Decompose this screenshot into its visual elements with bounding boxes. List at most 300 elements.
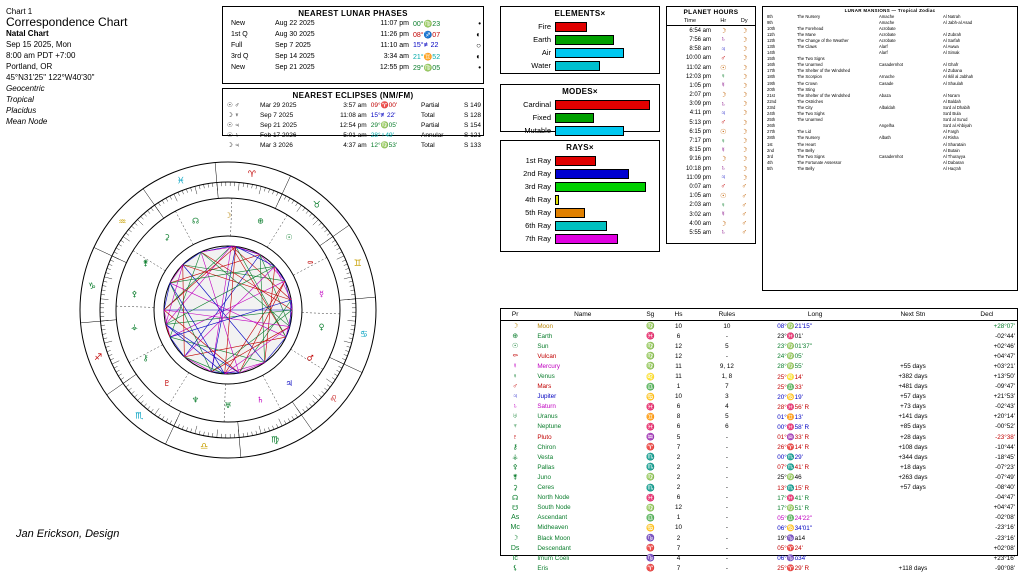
hour-time: 4:11 pm: [667, 109, 713, 118]
bar-row: [501, 219, 659, 232]
column-header: Decl: [957, 309, 1017, 321]
day-ruler-glyph: ☽: [734, 136, 755, 145]
mansion-arabic: Al Risha: [941, 135, 975, 141]
phase-time: 11:07 pm: [347, 18, 411, 29]
rules-houses: -: [693, 533, 762, 543]
mansion-number: 3rd: [763, 153, 795, 159]
close-icon[interactable]: ×: [589, 143, 594, 152]
declination: +20°14': [957, 412, 1017, 422]
svg-text:⚰: ⚰: [307, 259, 314, 268]
mansion-arabic: Al Na'am: [941, 92, 975, 98]
mansion-arabic: Al Zubana: [941, 68, 975, 74]
table-row: [667, 182, 755, 191]
sign-glyph: ♎: [636, 513, 664, 523]
bar-label: 1st Ray: [505, 156, 555, 165]
bar-row: [501, 33, 659, 46]
house-number: 10: [664, 321, 692, 332]
house-number: 11: [664, 371, 692, 381]
mansion-direction: Abaza: [877, 92, 941, 98]
bar-label: Fixed: [505, 113, 555, 122]
next-station: +108 days: [869, 442, 957, 452]
table-row: [667, 219, 755, 228]
mansion-arabic: Al Iklil al Jabhah: [941, 74, 975, 80]
table-header-row: [667, 16, 755, 26]
eclipse-saros: S 133: [462, 140, 483, 150]
declination: -00°52': [957, 422, 1017, 432]
mansion-arabic: Sa'd al Dhabih: [941, 104, 975, 110]
mansion-arabic: Al Baldah: [941, 98, 975, 104]
eclipse-saros: S 121: [462, 130, 483, 140]
table-row[interactable]: [501, 452, 1017, 462]
declination: -08°40': [957, 483, 1017, 493]
day-ruler-glyph: ♂: [734, 210, 755, 219]
day-ruler-glyph: ♂: [734, 192, 755, 201]
svg-text:♅: ♅: [224, 401, 231, 410]
bar-label: 7th Ray: [505, 234, 555, 243]
table-row[interactable]: [501, 361, 1017, 371]
elements-bar-chart: [501, 20, 659, 72]
hour-time: 9:16 pm: [667, 155, 713, 164]
declination: -23°16': [957, 523, 1017, 533]
longitude: 07°♏41' R: [761, 462, 869, 472]
house-number: 1: [664, 382, 692, 392]
table-row: [667, 35, 755, 44]
sign-glyph: ♍: [636, 361, 664, 371]
next-station: [869, 331, 957, 341]
table-row[interactable]: [501, 472, 1017, 482]
table-row: [667, 100, 755, 109]
day-ruler-glyph: ☽: [734, 164, 755, 173]
house-number: 2: [664, 462, 692, 472]
house-number: 12: [664, 351, 692, 361]
mansion-number: 9th: [763, 19, 795, 25]
sign-glyph: ♍: [636, 472, 664, 482]
house-number: 12: [664, 341, 692, 351]
planet-glyph: ☉: [501, 341, 529, 351]
svg-text:⚷: ⚷: [143, 354, 149, 363]
phase-name: Full: [223, 40, 273, 51]
planet-name: Uranus: [529, 412, 636, 422]
rules-houses: 5: [693, 412, 762, 422]
bar-label: 6th Ray: [505, 221, 555, 230]
table-row[interactable]: [501, 382, 1017, 392]
mansion-arabic: Al Butain: [941, 147, 975, 153]
chart-number: Chart 1: [6, 6, 216, 17]
declination: -02°43': [957, 402, 1017, 412]
day-ruler-glyph: ☽: [734, 109, 755, 118]
svg-text:☉: ☉: [285, 233, 292, 242]
close-icon[interactable]: ×: [593, 87, 598, 96]
day-ruler-glyph: ☽: [734, 118, 755, 127]
planet-glyph: ♇: [501, 432, 529, 442]
eclipse-date: Sep 21 2025: [258, 120, 320, 130]
rules-houses: 4: [693, 402, 762, 412]
hour-ruler-glyph: ♀: [713, 72, 734, 81]
declination: -18°45': [957, 452, 1017, 462]
mansion-arabic: Al Sarfah: [941, 37, 975, 43]
table-row[interactable]: [501, 462, 1017, 472]
table-row[interactable]: [501, 483, 1017, 493]
bar-row: [501, 154, 659, 167]
hour-ruler-glyph: ☉: [713, 127, 734, 136]
eclipse-time: 4:37 am: [320, 140, 369, 150]
planet-name: Jupiter: [529, 392, 636, 402]
phase-name: New: [223, 62, 273, 73]
bar: [555, 113, 594, 123]
declination: -90°08': [957, 563, 1017, 573]
rules-houses: -: [693, 442, 762, 452]
mansion-name: The Fortunate Assessor: [795, 159, 877, 165]
hour-time: 2:03 am: [667, 201, 713, 210]
table-row: [667, 201, 755, 210]
eclipse-date: Sep 7 2025: [258, 110, 320, 120]
rays-bar-chart: [501, 154, 659, 245]
longitude: 06°♋34'01": [761, 523, 869, 533]
hour-time: 5:55 am: [667, 228, 713, 237]
table-row[interactable]: [501, 503, 1017, 513]
mansion-name: The Forehead: [795, 25, 877, 31]
mansion-number: 10th: [763, 25, 795, 31]
hour-time: 2:07 pm: [667, 91, 713, 100]
phase-date: Aug 22 2025: [273, 18, 347, 29]
table-row[interactable]: [501, 392, 1017, 402]
eclipse-position: 15°≢22': [369, 110, 419, 120]
table-row[interactable]: [501, 371, 1017, 381]
planet-glyph: ♅: [501, 412, 529, 422]
table-row[interactable]: [501, 543, 1017, 553]
day-ruler-glyph: ☽: [734, 26, 755, 36]
house-number: 1: [664, 513, 692, 523]
planet-name: Vesta: [529, 452, 636, 462]
planet-hours-title: PLANET HOURS: [667, 7, 755, 16]
house-number: 8: [664, 412, 692, 422]
bar-row: [501, 206, 659, 219]
table-row: [667, 109, 755, 118]
planet-glyph: ⚸: [501, 563, 529, 573]
sign-glyph: ♋: [636, 392, 664, 402]
phase-glyph: ◐: [467, 51, 483, 62]
mansion-arabic: Al Simak: [941, 50, 975, 56]
chart-system-tropical: Tropical: [6, 94, 216, 105]
svg-text:♀: ♀: [319, 322, 325, 331]
hour-ruler-glyph: ♂: [713, 54, 734, 63]
day-ruler-glyph: ☽: [734, 155, 755, 164]
planet-glyph: ⚷: [501, 442, 529, 452]
planet-glyph: ⚳: [501, 483, 529, 493]
column-header: Hr: [713, 16, 734, 26]
eclipse-glyph: ☽ ♃: [223, 140, 258, 150]
mansion-arabic: Al Dabaran: [941, 159, 975, 165]
longitude: 23°♓01': [761, 331, 869, 341]
mansion-name: The Nursery: [795, 13, 877, 19]
bar: [555, 221, 607, 231]
mansion-direction: Casadernhot: [877, 62, 941, 68]
table-row: [667, 164, 755, 173]
table-row: [223, 62, 483, 73]
mansion-direction: Amache: [877, 13, 941, 19]
planet-name: Black Moon: [529, 533, 636, 543]
planet-glyph: ♂: [501, 382, 529, 392]
eclipse-date: Mar 3 2026: [258, 140, 320, 150]
house-number: 7: [664, 563, 692, 573]
declination: -23°16': [957, 533, 1017, 543]
bar: [555, 182, 646, 192]
modes-title-text: MODES: [562, 87, 593, 96]
phase-name: New: [223, 18, 273, 29]
bar-row: [501, 180, 659, 193]
declination: +23°16': [957, 553, 1017, 563]
planet-name: South Node: [529, 503, 636, 513]
mansion-name: The Belly: [795, 165, 877, 171]
hour-ruler-glyph: ☿: [713, 146, 734, 155]
hour-time: 1:05 pm: [667, 81, 713, 90]
longitude: 06°♑o34': [761, 553, 869, 563]
close-icon[interactable]: ×: [600, 9, 605, 18]
next-station: [869, 523, 957, 533]
longitude: 25°♎33': [761, 382, 869, 392]
day-ruler-glyph: ☽: [734, 54, 755, 63]
chart-date: Sep 15 2025, Mon: [6, 39, 216, 50]
hour-ruler-glyph: ♄: [713, 228, 734, 237]
nearest-lunar-phases-panel: [222, 6, 484, 84]
phase-position: 00°♍23: [411, 18, 467, 29]
mansion-name: The Claws: [795, 43, 877, 49]
next-station: +263 days: [869, 472, 957, 482]
mansion-number: 16th: [763, 62, 795, 68]
phase-glyph: ○: [467, 40, 483, 51]
hour-ruler-glyph: ☽: [713, 26, 734, 36]
house-number: 10: [664, 523, 692, 533]
sign-glyph: ♏: [636, 462, 664, 472]
column-header: Name: [529, 309, 636, 321]
declination: -10°44': [957, 442, 1017, 452]
mansion-name: The Scorpion: [795, 74, 877, 80]
mansion-arabic: Al Natrah: [941, 13, 975, 19]
house-number: 12: [664, 503, 692, 513]
eclipse-position: 28°♀49': [369, 130, 419, 140]
planet-glyph: Ic: [501, 553, 529, 563]
bar-label: Mutable: [505, 126, 555, 135]
planet-glyph: ♀: [501, 371, 529, 381]
table-row[interactable]: [501, 402, 1017, 412]
table-row: [667, 118, 755, 127]
chart-subtitle: Natal Chart: [6, 28, 216, 39]
eclipses-title: NEAREST ECLIPSES (NM/FM): [223, 89, 483, 100]
bar-label: 5th Ray: [505, 208, 555, 217]
chart-wheel-svg: [78, 160, 378, 460]
hour-time: 7:17 pm: [667, 136, 713, 145]
next-station: [869, 513, 957, 523]
mansion-number: 4th: [763, 159, 795, 165]
table-row[interactable]: [501, 533, 1017, 543]
page-title: Correspondence Chart: [6, 17, 216, 28]
svg-text:♄: ♄: [257, 395, 264, 404]
svg-text:♓: ♓: [177, 176, 185, 186]
eclipse-glyph: ☽ ♆: [223, 110, 258, 120]
hour-ruler-glyph: ♄: [713, 35, 734, 44]
eclipse-time: 5:01 am: [320, 130, 369, 140]
next-station: +141 days: [869, 412, 957, 422]
sign-glyph: ♑: [636, 553, 664, 563]
longitude: 05°♈24': [761, 543, 869, 553]
mansion-name: The Heart: [795, 141, 877, 147]
eclipse-kind: Partial: [419, 100, 462, 110]
house-number: 2: [664, 472, 692, 482]
rules-houses: -: [693, 563, 762, 573]
sign-glyph: ♍: [636, 351, 664, 361]
eclipse-position: 12°♍53': [369, 140, 419, 150]
sign-glyph: ♎: [636, 382, 664, 392]
planet-name: Sun: [529, 341, 636, 351]
mansion-number: 8th: [763, 13, 795, 19]
planet-name: Moon: [529, 321, 636, 332]
day-ruler-glyph: ♂: [734, 228, 755, 237]
planet-glyph: ⊕: [501, 331, 529, 341]
declination: +02°46': [957, 341, 1017, 351]
rules-houses: 5: [693, 341, 762, 351]
mansion-number: 26th: [763, 123, 795, 129]
eclipse-glyph: ☉ ♂: [223, 100, 258, 110]
mansion-name: The Unarmed: [795, 62, 877, 68]
planet-glyph: ⚶: [501, 452, 529, 462]
table-row[interactable]: [501, 432, 1017, 442]
bar-row: [501, 124, 659, 137]
table-row[interactable]: [501, 412, 1017, 422]
longitude: 17°♍51' R: [761, 503, 869, 513]
mansion-number: 19th: [763, 80, 795, 86]
longitude: 00°♓58' R: [761, 422, 869, 432]
house-number: 11: [664, 361, 692, 371]
table-row[interactable]: [501, 493, 1017, 503]
svg-text:♊: ♊: [354, 259, 362, 269]
svg-text:♐: ♐: [94, 353, 102, 363]
rules-houses: -: [693, 553, 762, 563]
rules-houses: -: [693, 493, 762, 503]
chart-coords: 45°N31'25" 122°W40'30": [6, 72, 216, 83]
chart-system-placidus: Placidus: [6, 105, 216, 116]
next-station: +73 days: [869, 402, 957, 412]
hour-ruler-glyph: ♃: [713, 173, 734, 182]
rules-houses: 9, 12: [693, 361, 762, 371]
next-station: [869, 493, 957, 503]
table-row[interactable]: [501, 523, 1017, 533]
table-row[interactable]: [501, 321, 1017, 332]
planet-positions-panel: [500, 308, 1018, 556]
svg-text:♉: ♉: [313, 200, 321, 210]
planet-glyph: ♆: [501, 422, 529, 432]
eclipse-kind: Annular: [419, 130, 462, 140]
bar: [555, 48, 624, 58]
column-header: Sg: [636, 309, 664, 321]
next-station: +55 days: [869, 361, 957, 371]
mansion-arabic: Al Sharatain: [941, 141, 975, 147]
day-ruler-glyph: ☽: [734, 127, 755, 136]
table-row: [667, 72, 755, 81]
svg-text:♇: ♇: [163, 379, 170, 388]
planet-hours-panel: [666, 6, 756, 244]
eclipse-position: 29°♍05': [369, 120, 419, 130]
table-row: [667, 136, 755, 145]
next-station: +18 days: [869, 462, 957, 472]
longitude: 23°♍01'37": [761, 341, 869, 351]
next-station: +344 days: [869, 452, 957, 462]
declination: +04°47': [957, 503, 1017, 513]
next-station: +57 days: [869, 483, 957, 493]
bar-label: Water: [505, 61, 555, 70]
table-row[interactable]: [501, 563, 1017, 573]
longitude: 24°♍05': [761, 351, 869, 361]
column-header: Rules: [693, 309, 762, 321]
rules-houses: -: [693, 452, 762, 462]
rules-houses: -: [693, 432, 762, 442]
planet-name: North Node: [529, 493, 636, 503]
table-row[interactable]: [501, 513, 1017, 523]
rays-title-text: RAYS: [566, 143, 589, 152]
mansion-number: 24th: [763, 111, 795, 117]
column-header: Dy: [734, 16, 755, 26]
planet-glyph: ☿: [501, 361, 529, 371]
mansion-name: The Lid: [795, 129, 877, 135]
house-number: 7: [664, 543, 692, 553]
table-row[interactable]: [501, 422, 1017, 432]
phase-date: Sep 7 2025: [273, 40, 347, 51]
longitude: 01°♊13': [761, 412, 869, 422]
table-row[interactable]: [501, 351, 1017, 361]
bar-label: Air: [505, 48, 555, 57]
table-row: [667, 81, 755, 90]
svg-text:⚵: ⚵: [143, 259, 149, 268]
hour-time: 3:02 am: [667, 210, 713, 219]
table-row: [667, 192, 755, 201]
bar-label: Earth: [505, 35, 555, 44]
table-row[interactable]: [501, 442, 1017, 452]
hour-ruler-glyph: ☉: [713, 63, 734, 72]
mansion-number: 27th: [763, 129, 795, 135]
phase-glyph: ◐: [467, 29, 483, 40]
mansion-name: The Nursery: [795, 135, 877, 141]
next-station: [869, 543, 957, 553]
phase-glyph: •: [467, 62, 483, 73]
day-ruler-glyph: ☽: [734, 72, 755, 81]
table-row: [223, 140, 483, 150]
phase-name: 3rd Q: [223, 51, 273, 62]
mansion-arabic: Al Awwa: [941, 43, 975, 49]
lunar-phases-table: [223, 18, 483, 73]
next-station: [869, 351, 957, 361]
next-station: +57 days: [869, 392, 957, 402]
hour-ruler-glyph: ☿: [713, 81, 734, 90]
bar: [555, 100, 650, 110]
phase-time: 11:10 am: [347, 40, 411, 51]
table-row: [223, 40, 483, 51]
table-row[interactable]: [501, 331, 1017, 341]
mansion-name: The Two Signs: [795, 153, 877, 159]
hour-ruler-glyph: ♄: [713, 164, 734, 173]
declination: +02°08': [957, 543, 1017, 553]
table-row: [667, 155, 755, 164]
natal-chart-wheel[interactable]: [78, 160, 378, 460]
sign-glyph: ♍: [636, 341, 664, 351]
mansion-number: 1st: [763, 141, 795, 147]
mansion-number: 23rd: [763, 104, 795, 110]
bar-row: [501, 193, 659, 206]
hour-time: 12:03 pm: [667, 72, 713, 81]
next-station: [869, 503, 957, 513]
svg-text:♂: ♂: [307, 354, 314, 363]
table-row[interactable]: [501, 341, 1017, 351]
phase-date: Sep 14 2025: [273, 51, 347, 62]
svg-text:♒: ♒: [118, 217, 126, 227]
